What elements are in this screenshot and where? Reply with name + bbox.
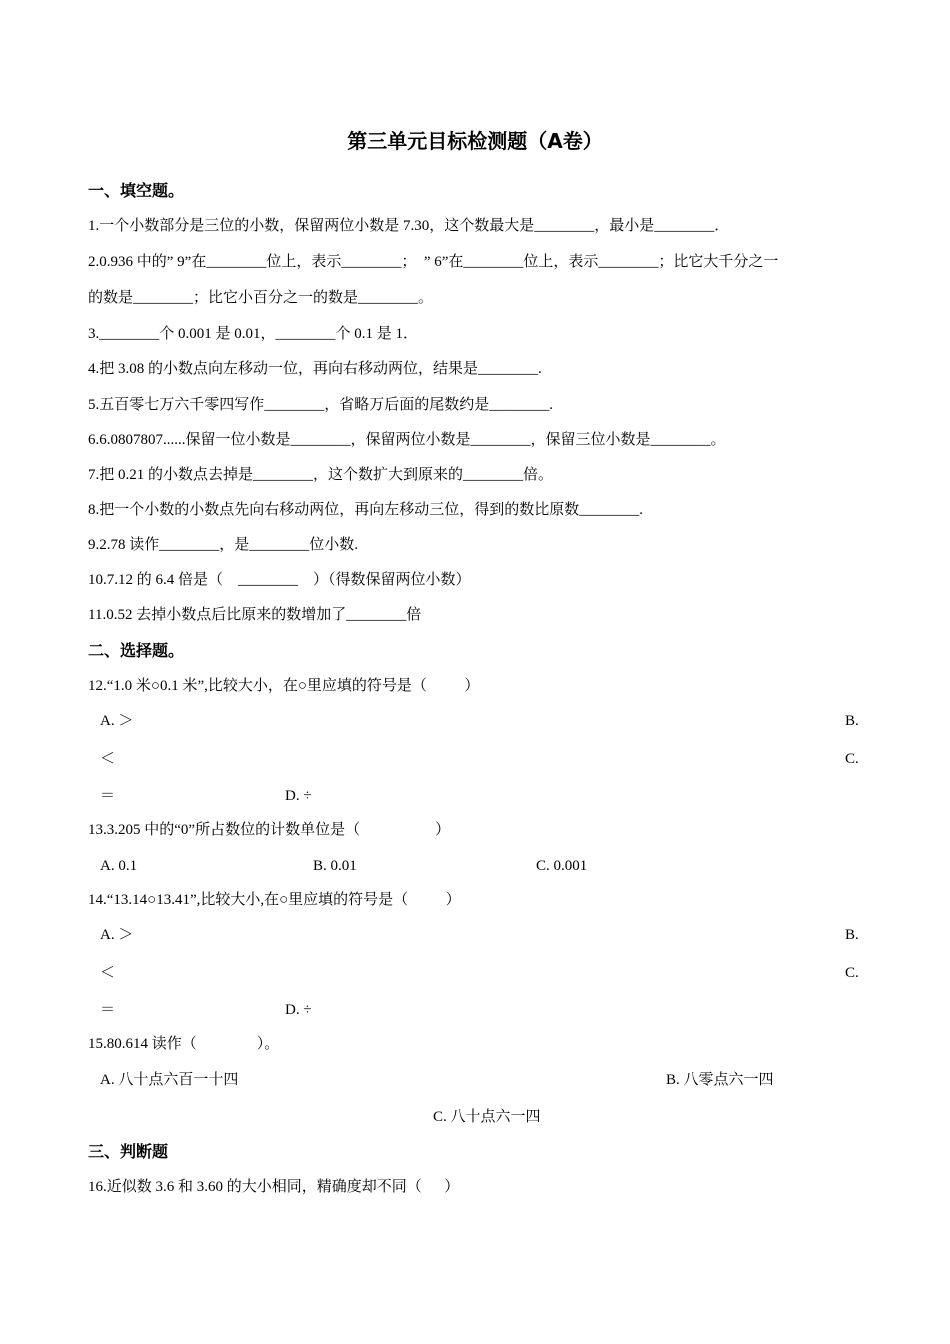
question-9: 9.2.78 读作________，是________位小数.	[88, 537, 359, 553]
question-12-option-a: A. ＞	[100, 713, 134, 729]
question-2-line-1: 2.0.936 中的” 9”在________位上，表示________； ” 6”在________位上，表示________；比它大千分之一	[88, 254, 779, 270]
question-14-option-a: A. ＞	[100, 927, 134, 943]
question-15-option-c: C. 八十点六一四	[433, 1109, 541, 1125]
page-title: 第三单元目标检测题（A卷）	[347, 129, 603, 153]
question-14-option-d: D. ÷	[285, 1002, 312, 1018]
section-heading-choice: 二、选择题。	[88, 641, 185, 660]
question-12-option-c-value: ＝	[100, 788, 116, 804]
question-10: 10.7.12 的 6.4 倍是（ ________ ）（得数保留两位小数）	[88, 572, 471, 588]
question-15-option-b: B. 八零点六一四	[666, 1072, 774, 1088]
question-12-option-b-value: ＜	[100, 751, 116, 767]
question-2-line-2: 的数是________；比它小百分之一的数是________。	[88, 290, 434, 306]
question-14-option-c-value: ＝	[100, 1002, 116, 1018]
section-heading-fill-in: 一、填空题。	[88, 181, 185, 200]
question-4: 4.把 3.08 的小数点向左移动一位，再向右移动两位，结果是________.	[88, 361, 542, 377]
question-5: 5.五百零七万六千零四写作________，省略万后面的尾数约是________.	[88, 397, 554, 413]
question-12-option-c-label: C.	[845, 751, 859, 767]
question-15-option-a: A. 八十点六百一十四	[100, 1072, 239, 1088]
question-7: 7.把 0.21 的小数点去掉是________，这个数扩大到原来的________倍。	[88, 467, 554, 483]
question-11: 11.0.52 去掉小数点后比原来的数增加了________倍	[88, 607, 422, 623]
question-6: 6.6.0807807......保留一位小数是________，保留两位小数是________，保留三位小数是________。	[88, 432, 726, 448]
question-8: 8.把一个小数的小数点先向右移动两位，再向左移动三位，得到的数比原数________.	[88, 502, 644, 518]
question-1: 1.一个小数部分是三位的小数，保留两位小数是 7.30，这个数最大是________，最小是________．	[88, 218, 730, 234]
question-14-option-c-label: C.	[845, 965, 859, 981]
section-heading-judgment: 三、判断题	[88, 1142, 169, 1161]
question-14-option-b-value: ＜	[100, 965, 116, 981]
question-3: 3.________个 0.001 是 0.01，________个 0.1 是 1．	[88, 326, 419, 342]
question-12-option-d: D. ÷	[285, 788, 312, 804]
question-13-option-b: B. 0.01	[313, 858, 357, 874]
question-16: 16.近似数 3.6 和 3.60 的大小相同，精确度却不同（ ）	[88, 1179, 460, 1195]
question-14: 14.“13.14○13.41”,比较大小,在○里应填的符号是（ ）	[88, 892, 461, 908]
question-13-option-a: A. 0.1	[100, 858, 138, 874]
question-14-option-b-label: B.	[845, 927, 859, 943]
question-12-option-b-label: B.	[845, 713, 859, 729]
question-12: 12.“1.0 米○0.1 米”,比较大小，在○里应填的符号是（ ）	[88, 678, 480, 694]
question-15: 15.80.614 读作（ ）。	[88, 1036, 280, 1052]
question-13: 13.3.205 中的“0”所占数位的计数单位是（ ）	[88, 822, 451, 838]
question-13-option-c: C. 0.001	[536, 858, 588, 874]
